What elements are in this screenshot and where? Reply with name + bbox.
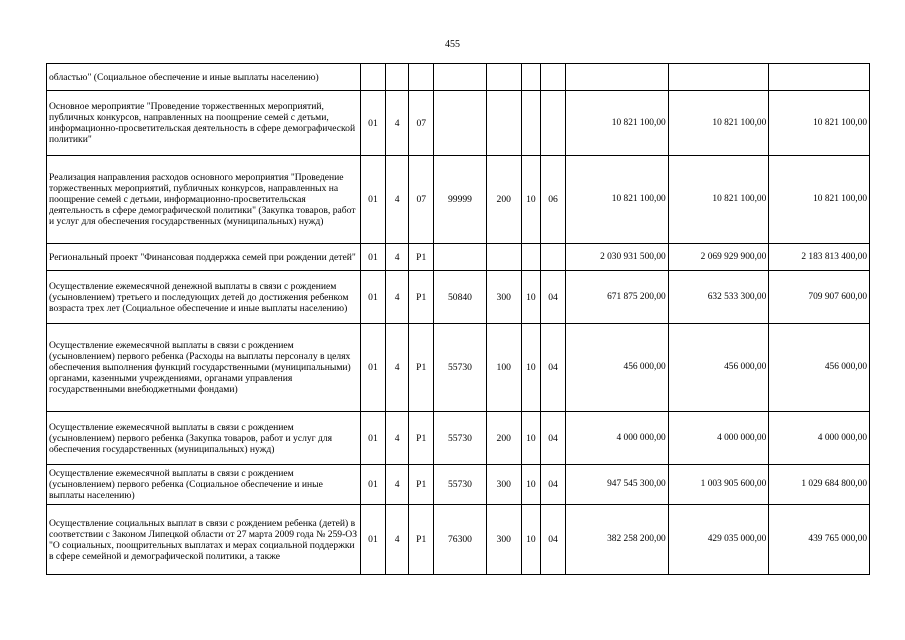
program-code: 01	[360, 465, 385, 505]
table-row	[47, 244, 870, 271]
page-number: 455	[445, 39, 460, 50]
program-code: 01	[360, 271, 385, 324]
subsection-code	[540, 64, 565, 91]
row-description: Осуществление ежемесячной выплаты в связи с рождением (усыновлением) первого ребенка (Расходы на выплаты персоналу в целях обеспечения выполнения функций государственными (муниципальными) органами, казенными учреждениями, органами управления государственными внебюджетными фондами)	[47, 324, 361, 412]
activity-code: 07	[409, 156, 434, 244]
section-code: 10	[521, 465, 540, 505]
amount-year-2: 10 821 100,00	[668, 91, 769, 156]
activity-code: P1	[409, 244, 434, 271]
amount-year-1: 947 545 300,00	[566, 465, 669, 505]
subprogram-code: 4	[386, 324, 409, 412]
subsection-code: 04	[540, 324, 565, 412]
program-code	[360, 64, 385, 91]
table-body	[47, 64, 870, 575]
amount-year-1: 671 875 200,00	[566, 271, 669, 324]
activity-code: P1	[409, 412, 434, 465]
subprogram-code: 4	[386, 465, 409, 505]
table-row	[47, 156, 870, 244]
program-code: 01	[360, 412, 385, 465]
subsection-code	[540, 91, 565, 156]
amount-year-1: 382 258 200,00	[566, 505, 669, 575]
row-description: Осуществление социальных выплат в связи с рождением ребенка (детей) в соответствии с Законом Липецкой области от 27 марта 2009 года № 259-ОЗ "О социальных, поощрительных выплатах и мерах социальной поддержки в сфере семейной и демографической политики, а также	[47, 505, 361, 575]
expense-type-code: 300	[486, 505, 521, 575]
activity-code: P1	[409, 465, 434, 505]
section-code: 10	[521, 324, 540, 412]
program-code: 01	[360, 244, 385, 271]
amount-year-2: 2 069 929 900,00	[668, 244, 769, 271]
subprogram-code: 4	[386, 156, 409, 244]
activity-code: P1	[409, 271, 434, 324]
subsection-code: 04	[540, 505, 565, 575]
amount-year-2: 4 000 000,00	[668, 412, 769, 465]
section-code: 10	[521, 412, 540, 465]
amount-year-2: 456 000,00	[668, 324, 769, 412]
row-description: Осуществление ежемесячной денежной выплаты в связи с рождением (усыновлением) третьего и последующих детей до достижения ребенком возраста трех лет (Социальное обеспечение и иные выплаты населению)	[47, 271, 361, 324]
activity-code: P1	[409, 324, 434, 412]
amount-year-3: 4 000 000,00	[769, 412, 870, 465]
expense-direction-code: 55730	[434, 324, 486, 412]
section-code: 10	[521, 505, 540, 575]
amount-year-3: 439 765 000,00	[769, 505, 870, 575]
section-code: 10	[521, 271, 540, 324]
amount-year-1	[566, 64, 669, 91]
budget-table	[46, 63, 870, 575]
table-row	[47, 91, 870, 156]
activity-code	[409, 64, 434, 91]
subprogram-code: 4	[386, 505, 409, 575]
activity-code: P1	[409, 505, 434, 575]
amount-year-1: 10 821 100,00	[566, 156, 669, 244]
amount-year-3: 10 821 100,00	[769, 156, 870, 244]
expense-type-code	[486, 244, 521, 271]
expense-direction-code: 50840	[434, 271, 486, 324]
amount-year-3: 709 907 600,00	[769, 271, 870, 324]
program-code: 01	[360, 505, 385, 575]
activity-code: 07	[409, 91, 434, 156]
table-row	[47, 324, 870, 412]
expense-type-code	[486, 91, 521, 156]
amount-year-1: 10 821 100,00	[566, 91, 669, 156]
subprogram-code: 4	[386, 271, 409, 324]
table-row	[47, 271, 870, 324]
subsection-code: 06	[540, 156, 565, 244]
amount-year-1: 2 030 931 500,00	[566, 244, 669, 271]
program-code: 01	[360, 91, 385, 156]
amount-year-2: 632 533 300,00	[668, 271, 769, 324]
expense-direction-code: 55730	[434, 412, 486, 465]
expense-type-code: 300	[486, 465, 521, 505]
subsection-code: 04	[540, 412, 565, 465]
row-description: Реализация направления расходов основного мероприятия "Проведение торжественных мероприятий, публичных конкурсов, направленных на поощрение семей с детьми, информационно-просветительская деятельность в сфере демографической политики" (Закупка товаров, работ и услуг для обеспечения государственных (муниципальных) нужд)	[47, 156, 361, 244]
amount-year-3: 1 029 684 800,00	[769, 465, 870, 505]
row-description: Осуществление ежемесячной выплаты в связи с рождением (усыновлением) первого ребенка (Социальное обеспечение и иные выплаты населению)	[47, 465, 361, 505]
expense-direction-code: 99999	[434, 156, 486, 244]
expense-type-code	[486, 64, 521, 91]
subprogram-code	[386, 64, 409, 91]
expense-type-code: 300	[486, 271, 521, 324]
amount-year-3: 2 183 813 400,00	[769, 244, 870, 271]
amount-year-2: 429 035 000,00	[668, 505, 769, 575]
table-row	[47, 465, 870, 505]
program-code: 01	[360, 156, 385, 244]
expense-direction-code	[434, 64, 486, 91]
expense-direction-code	[434, 244, 486, 271]
subsection-code: 04	[540, 465, 565, 505]
amount-year-1: 456 000,00	[566, 324, 669, 412]
amount-year-3: 10 821 100,00	[769, 91, 870, 156]
subprogram-code: 4	[386, 244, 409, 271]
section-code	[521, 64, 540, 91]
expense-direction-code	[434, 91, 486, 156]
expense-direction-code: 76300	[434, 505, 486, 575]
amount-year-3: 456 000,00	[769, 324, 870, 412]
subprogram-code: 4	[386, 412, 409, 465]
amount-year-3	[769, 64, 870, 91]
expense-type-code: 100	[486, 324, 521, 412]
amount-year-1: 4 000 000,00	[566, 412, 669, 465]
amount-year-2	[668, 64, 769, 91]
row-description: Основное мероприятие "Проведение торжественных мероприятий, публичных конкурсов, направленных на поощрение семей с детьми, информационно-просветительская деятельность в сфере демографической политики"	[47, 91, 361, 156]
expense-type-code: 200	[486, 412, 521, 465]
section-code	[521, 244, 540, 271]
row-description: Региональный проект "Финансовая поддержка семей при рождении детей"	[47, 244, 361, 271]
section-code: 10	[521, 156, 540, 244]
subsection-code: 04	[540, 271, 565, 324]
amount-year-2: 10 821 100,00	[668, 156, 769, 244]
row-description: областью" (Социальное обеспечение и иные выплаты населению)	[47, 64, 361, 91]
table-row	[47, 64, 870, 91]
expense-type-code: 200	[486, 156, 521, 244]
section-code	[521, 91, 540, 156]
table-row	[47, 412, 870, 465]
expense-direction-code: 55730	[434, 465, 486, 505]
row-description: Осуществление ежемесячной выплаты в связи с рождением (усыновлением) первого ребенка (Закупка товаров, работ и услуг для обеспечения государственных (муниципальных) нужд)	[47, 412, 361, 465]
amount-year-2: 1 003 905 600,00	[668, 465, 769, 505]
program-code: 01	[360, 324, 385, 412]
subsection-code	[540, 244, 565, 271]
table-row	[47, 505, 870, 575]
subprogram-code: 4	[386, 91, 409, 156]
